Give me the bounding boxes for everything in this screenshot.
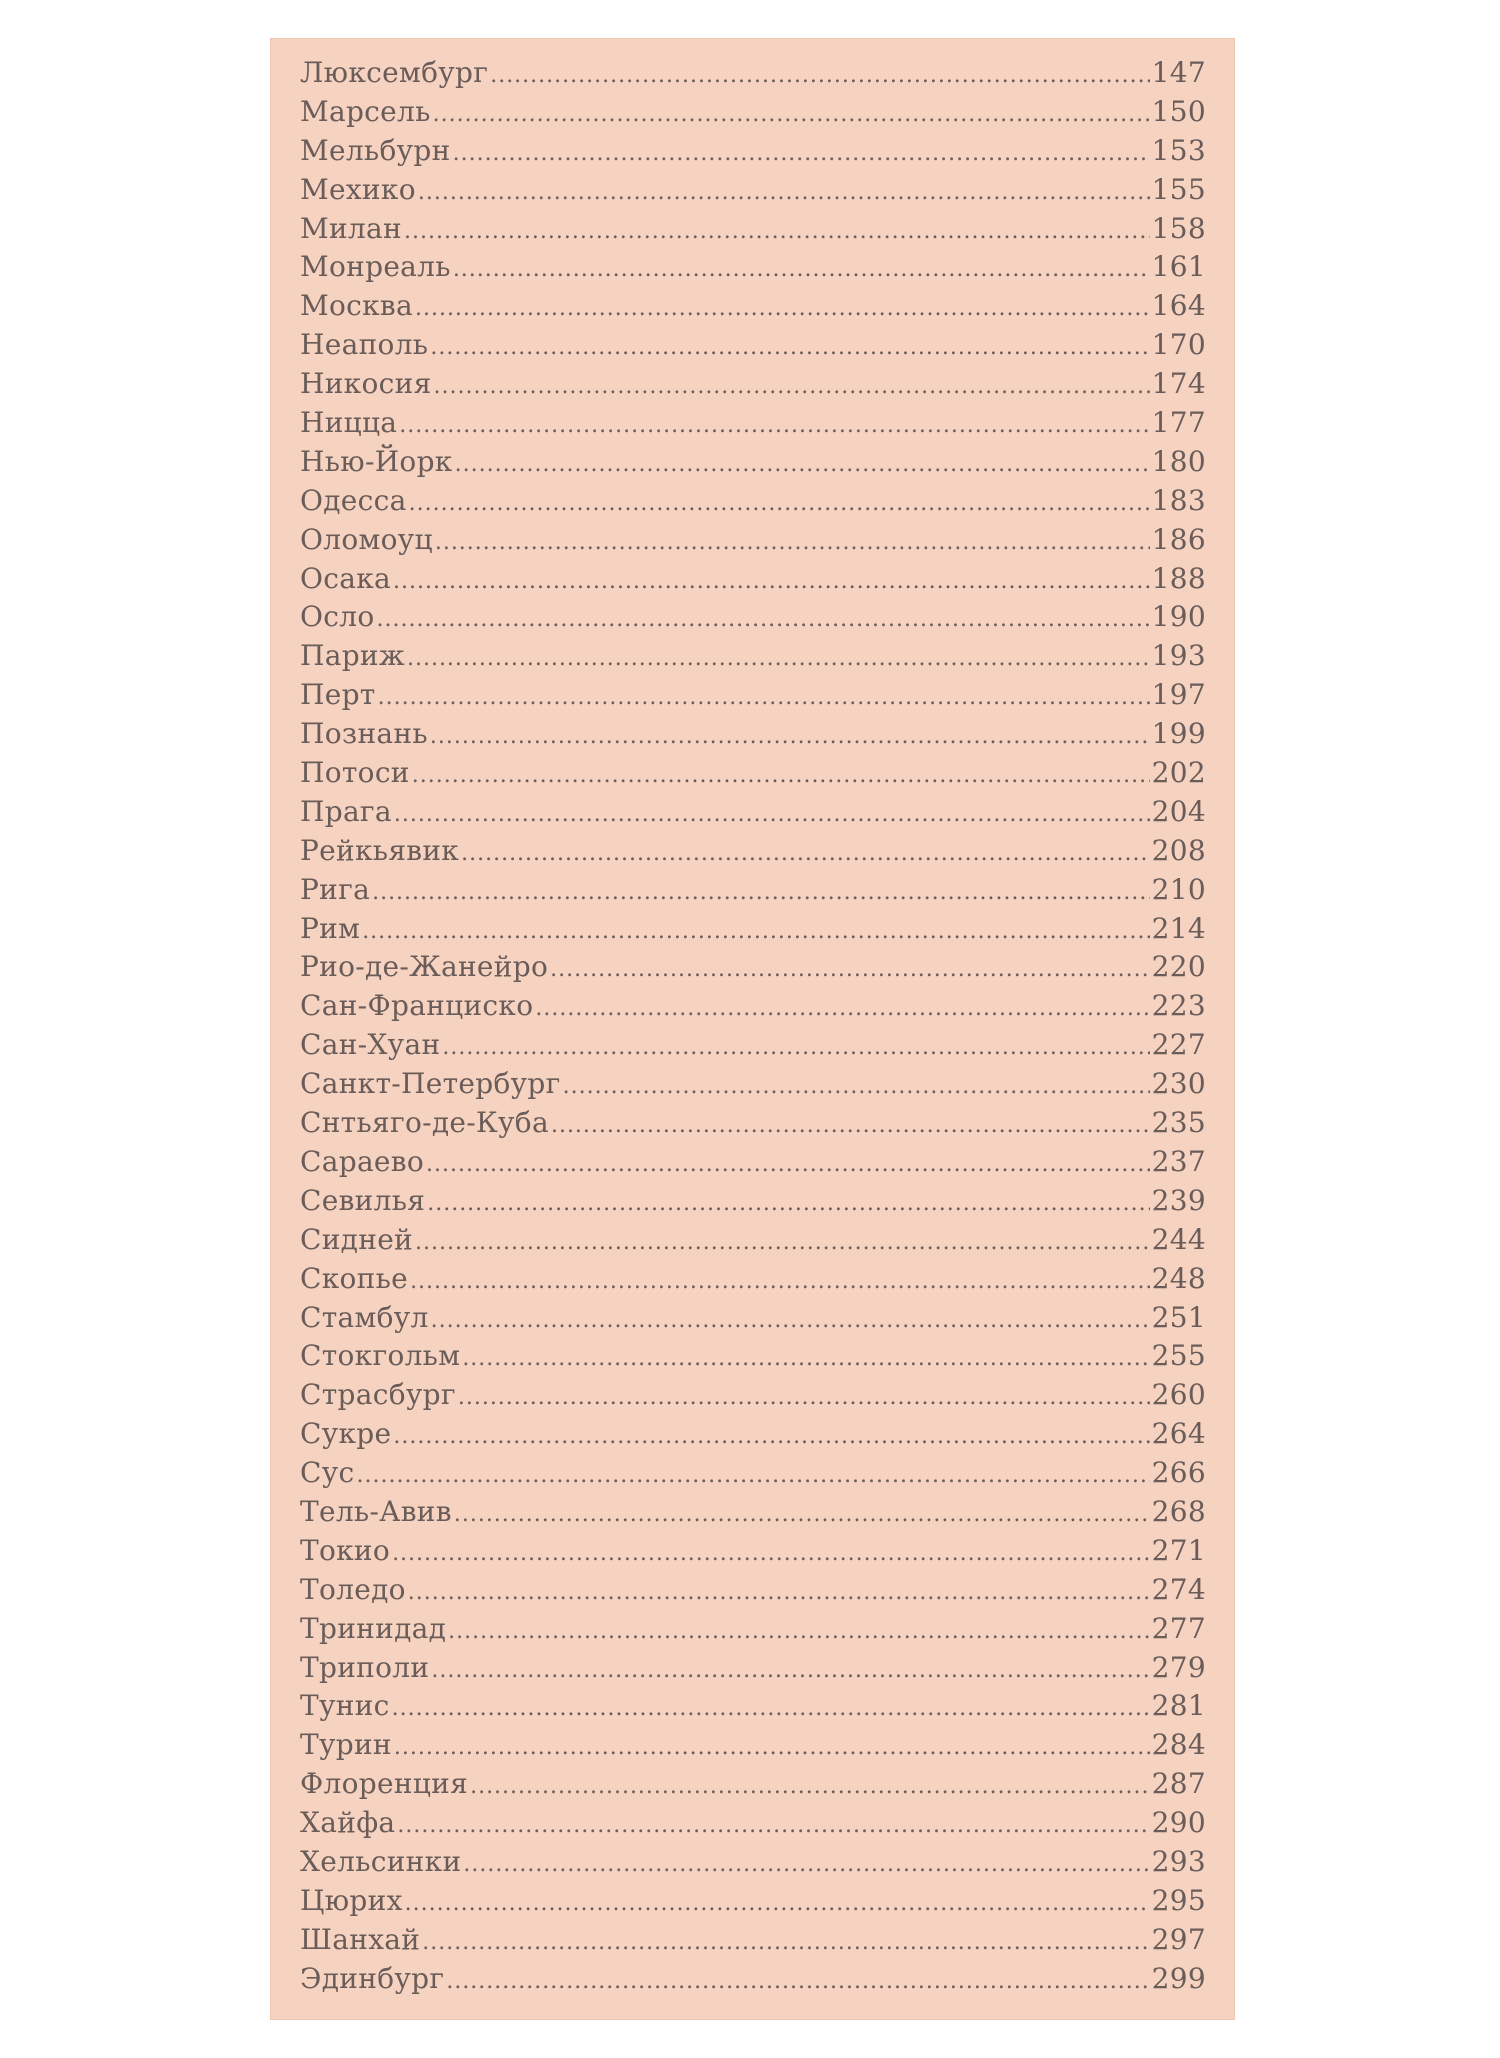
toc-entry <box>300 1028 1206 1067</box>
toc-entry-title: Тринидад <box>300 1611 447 1645</box>
toc-entry-page-number: 202 <box>1151 756 1206 790</box>
toc-entry-title: Тель-Авив <box>300 1494 452 1528</box>
toc-entry-page-number: 230 <box>1151 1067 1206 1101</box>
dot-leader <box>551 1113 1150 1138</box>
dot-leader <box>431 1658 1149 1683</box>
toc-entry-page-number: 183 <box>1151 483 1206 517</box>
toc-entry-page-number: 260 <box>1151 1378 1206 1412</box>
toc-entry-title: Париж <box>300 639 405 673</box>
toc-entry-page-number: 214 <box>1151 911 1206 945</box>
toc-entry-title: Нью-Йорк <box>300 444 453 478</box>
toc-entry-title: Милан <box>300 211 402 245</box>
toc-entry <box>300 250 1206 289</box>
dot-leader <box>461 841 1150 866</box>
dot-leader <box>430 724 1150 749</box>
dot-leader <box>415 296 1150 321</box>
toc-entry-page-number: 287 <box>1151 1767 1206 1801</box>
toc-entry <box>300 912 1206 951</box>
toc-entry <box>300 328 1206 367</box>
toc-entry-page-number: 266 <box>1151 1456 1206 1490</box>
toc-entry-title: Скопье <box>300 1261 409 1295</box>
toc-entry-page-number: 164 <box>1151 289 1206 323</box>
toc-entry-title: Страсбург <box>300 1378 456 1412</box>
toc-entry <box>300 523 1206 562</box>
dot-leader <box>394 802 1150 827</box>
toc-entry-page-number: 277 <box>1151 1611 1206 1645</box>
toc-entry-title: Шанхай <box>300 1922 421 1956</box>
toc-entry-title: Перт <box>300 678 376 712</box>
toc-entry-title: Прага <box>300 794 392 828</box>
toc-entry-title: Турин <box>300 1728 392 1762</box>
toc-entry-title: Одесса <box>300 483 407 517</box>
toc-entry-page-number: 153 <box>1151 133 1206 167</box>
dot-leader <box>434 374 1150 399</box>
toc-entry-title: Рига <box>300 872 371 906</box>
toc-entry-page-number: 271 <box>1151 1533 1206 1567</box>
dot-leader <box>392 1696 1150 1721</box>
table-of-contents <box>300 56 1206 2001</box>
toc-entry-page-number: 180 <box>1151 444 1206 478</box>
toc-entry <box>300 1962 1206 2001</box>
dot-leader <box>372 880 1150 905</box>
toc-entry-title: Сан-Франциско <box>300 989 534 1023</box>
dot-leader <box>399 413 1149 438</box>
toc-entry-page-number: 279 <box>1151 1650 1206 1684</box>
toc-entry-page-number: 239 <box>1151 1183 1206 1217</box>
toc-entry-title: Потоси <box>300 756 410 790</box>
toc-entry <box>300 834 1206 873</box>
toc-entry-page-number: 174 <box>1151 367 1206 401</box>
dot-leader <box>454 1502 1150 1527</box>
toc-entry <box>300 173 1206 212</box>
toc-entry <box>300 1573 1206 1612</box>
toc-entry-title: Осло <box>300 600 375 634</box>
dot-leader <box>448 1619 1149 1644</box>
toc-entry-page-number: 299 <box>1151 1961 1206 1995</box>
toc-entry-title: Триполи <box>300 1650 430 1684</box>
toc-entry-page-number: 227 <box>1151 1028 1206 1062</box>
dot-leader <box>408 1580 1150 1605</box>
toc-entry <box>300 1106 1206 1145</box>
dot-leader <box>404 219 1150 244</box>
toc-entry-title: Снтьяго-де-Куба <box>300 1106 549 1140</box>
dot-leader <box>405 1891 1150 1916</box>
toc-entry-page-number: 295 <box>1151 1883 1206 1917</box>
toc-entry <box>300 1339 1206 1378</box>
toc-entry-page-number: 251 <box>1151 1300 1206 1334</box>
toc-entry-title: Эдинбург <box>300 1961 445 1995</box>
toc-entry-title: Цюрих <box>300 1883 403 1917</box>
toc-entry <box>300 562 1206 601</box>
toc-entry <box>300 1534 1206 1573</box>
toc-entry <box>300 873 1206 912</box>
toc-entry-title: Хельсинки <box>300 1844 462 1878</box>
toc-entry <box>300 1728 1206 1767</box>
toc-entry-title: Никосия <box>300 367 432 401</box>
dot-leader <box>362 919 1149 944</box>
dot-leader <box>356 1463 1149 1488</box>
toc-entry-title: Монреаль <box>300 250 451 284</box>
toc-entry <box>300 445 1206 484</box>
toc-entry-page-number: 281 <box>1151 1689 1206 1723</box>
toc-entry-page-number: 293 <box>1151 1844 1206 1878</box>
toc-entry-page-number: 210 <box>1151 872 1206 906</box>
toc-entry-title: Стокгольм <box>300 1339 461 1373</box>
toc-entry-title: Санкт-Петербург <box>300 1067 561 1101</box>
dot-leader <box>463 1852 1149 1877</box>
toc-entry <box>300 1417 1206 1456</box>
dot-leader <box>431 1308 1150 1333</box>
dot-leader <box>455 452 1150 477</box>
dot-leader <box>418 180 1150 205</box>
toc-entry-title: Оломоуц <box>300 522 433 556</box>
toc-entry <box>300 1262 1206 1301</box>
toc-entry <box>300 1612 1206 1651</box>
toc-entry-page-number: 147 <box>1151 56 1206 89</box>
toc-entry-page-number: 197 <box>1151 678 1206 712</box>
toc-entry-page-number: 199 <box>1151 717 1206 751</box>
dot-leader <box>393 1424 1149 1449</box>
toc-entry-page-number: 255 <box>1151 1339 1206 1373</box>
toc-entry-page-number: 264 <box>1151 1417 1206 1451</box>
dot-leader <box>550 957 1150 982</box>
toc-entry-page-number: 150 <box>1151 94 1206 128</box>
toc-entry-title: Рейкьявик <box>300 833 460 867</box>
dot-leader <box>430 335 1149 360</box>
toc-entry <box>300 1806 1206 1845</box>
dot-leader <box>453 141 1150 166</box>
toc-entry <box>300 1067 1206 1106</box>
toc-entry-title: Осака <box>300 561 392 595</box>
toc-entry <box>300 134 1206 173</box>
toc-entry-page-number: 177 <box>1151 406 1206 440</box>
dot-leader <box>409 491 1150 516</box>
toc-entry <box>300 1145 1206 1184</box>
toc-entry-title: Толедо <box>300 1572 406 1606</box>
dot-leader <box>453 257 1150 282</box>
toc-entry-page-number: 268 <box>1151 1494 1206 1528</box>
toc-entry-page-number: 158 <box>1151 211 1206 245</box>
toc-entry-page-number: 161 <box>1151 250 1206 284</box>
dot-leader <box>412 763 1150 788</box>
toc-entry-page-number: 208 <box>1151 833 1206 867</box>
toc-entry <box>300 795 1206 834</box>
toc-entry <box>300 289 1206 328</box>
toc-entry-page-number: 235 <box>1151 1106 1206 1140</box>
toc-entry-title: Стамбул <box>300 1300 429 1334</box>
dot-leader <box>433 102 1150 127</box>
toc-entry-title: Флоренция <box>300 1767 469 1801</box>
toc-entry-title: Хайфа <box>300 1806 396 1840</box>
toc-entry-page-number: 244 <box>1151 1222 1206 1256</box>
dot-leader <box>427 1191 1149 1216</box>
dot-leader <box>462 1346 1149 1371</box>
toc-entry-page-number: 274 <box>1151 1572 1206 1606</box>
toc-entry-page-number: 186 <box>1151 522 1206 556</box>
toc-entry-page-number: 220 <box>1151 950 1206 984</box>
toc-entry-page-number: 204 <box>1151 794 1206 828</box>
dot-leader <box>410 1269 1150 1294</box>
toc-entry-title: Тунис <box>300 1689 390 1723</box>
toc-entry-title: Сус <box>300 1456 355 1490</box>
toc-entry-page-number: 155 <box>1151 172 1206 206</box>
toc-entry-title: Токио <box>300 1533 391 1567</box>
toc-entry-page-number: 248 <box>1151 1261 1206 1295</box>
toc-entry-title: Люксембург <box>300 56 489 89</box>
toc-entry <box>300 989 1206 1028</box>
toc-entry-page-number: 290 <box>1151 1806 1206 1840</box>
toc-entry-title: Мехико <box>300 172 416 206</box>
dot-leader <box>446 1969 1149 1994</box>
toc-entry <box>300 1456 1206 1495</box>
toc-entry-title: Мельбурн <box>300 133 451 167</box>
toc-entry-title: Марсель <box>300 94 431 128</box>
toc-entry-title: Сукре <box>300 1417 392 1451</box>
dot-leader <box>435 530 1150 555</box>
dot-leader <box>563 1074 1150 1099</box>
dot-leader <box>470 1774 1150 1799</box>
toc-entry <box>300 56 1206 95</box>
dot-leader <box>394 1735 1150 1760</box>
toc-entry <box>300 1223 1206 1262</box>
dot-leader <box>490 63 1149 88</box>
toc-entry-page-number: 190 <box>1151 600 1206 634</box>
toc-entry-title: Сан-Хуан <box>300 1028 441 1062</box>
toc-entry-page-number: 223 <box>1151 989 1206 1023</box>
toc-entry <box>300 1495 1206 1534</box>
toc-entry <box>300 1923 1206 1962</box>
toc-entry-title: Рио-де-Жанейро <box>300 950 549 984</box>
toc-entry-title: Рим <box>300 911 361 945</box>
toc-entry <box>300 600 1206 639</box>
toc-entry <box>300 367 1206 406</box>
toc-entry-title: Познань <box>300 717 428 751</box>
toc-entry <box>300 1651 1206 1690</box>
dot-leader <box>458 1385 1150 1410</box>
toc-entry <box>300 212 1206 251</box>
toc-entry-title: Неаполь <box>300 328 429 362</box>
dot-leader <box>415 1230 1150 1255</box>
toc-entry <box>300 484 1206 523</box>
book-page <box>270 38 1235 2020</box>
toc-entry <box>300 1884 1206 1923</box>
toc-entry <box>300 406 1206 445</box>
dot-leader <box>397 1813 1149 1838</box>
toc-entry <box>300 1378 1206 1417</box>
toc-entry-page-number: 284 <box>1151 1728 1206 1762</box>
toc-entry <box>300 639 1206 678</box>
dot-leader <box>378 685 1150 710</box>
toc-entry-title: Сараево <box>300 1144 425 1178</box>
toc-entry <box>300 95 1206 134</box>
dot-leader <box>407 646 1150 671</box>
toc-entry <box>300 756 1206 795</box>
dot-leader <box>442 1035 1149 1060</box>
dot-leader <box>392 1541 1150 1566</box>
dot-leader <box>535 996 1149 1021</box>
toc-entry <box>300 1301 1206 1340</box>
toc-entry-title: Ницца <box>300 406 398 440</box>
dot-leader <box>376 607 1149 632</box>
toc-entry <box>300 1845 1206 1884</box>
dot-leader <box>426 1152 1150 1177</box>
toc-entry-title: Москва <box>300 289 413 323</box>
toc-entry-page-number: 188 <box>1151 561 1206 595</box>
toc-entry <box>300 950 1206 989</box>
toc-entry <box>300 1184 1206 1223</box>
dot-leader <box>422 1930 1149 1955</box>
toc-entry-title: Севилья <box>300 1183 426 1217</box>
toc-entry-title: Сидней <box>300 1222 414 1256</box>
toc-entry <box>300 1689 1206 1728</box>
toc-entry <box>300 717 1206 756</box>
toc-entry <box>300 678 1206 717</box>
toc-entry-page-number: 297 <box>1151 1922 1206 1956</box>
toc-entry <box>300 1767 1206 1806</box>
toc-entry-page-number: 170 <box>1151 328 1206 362</box>
toc-entry-page-number: 193 <box>1151 639 1206 673</box>
toc-entry-page-number: 237 <box>1151 1144 1206 1178</box>
dot-leader <box>393 569 1150 594</box>
